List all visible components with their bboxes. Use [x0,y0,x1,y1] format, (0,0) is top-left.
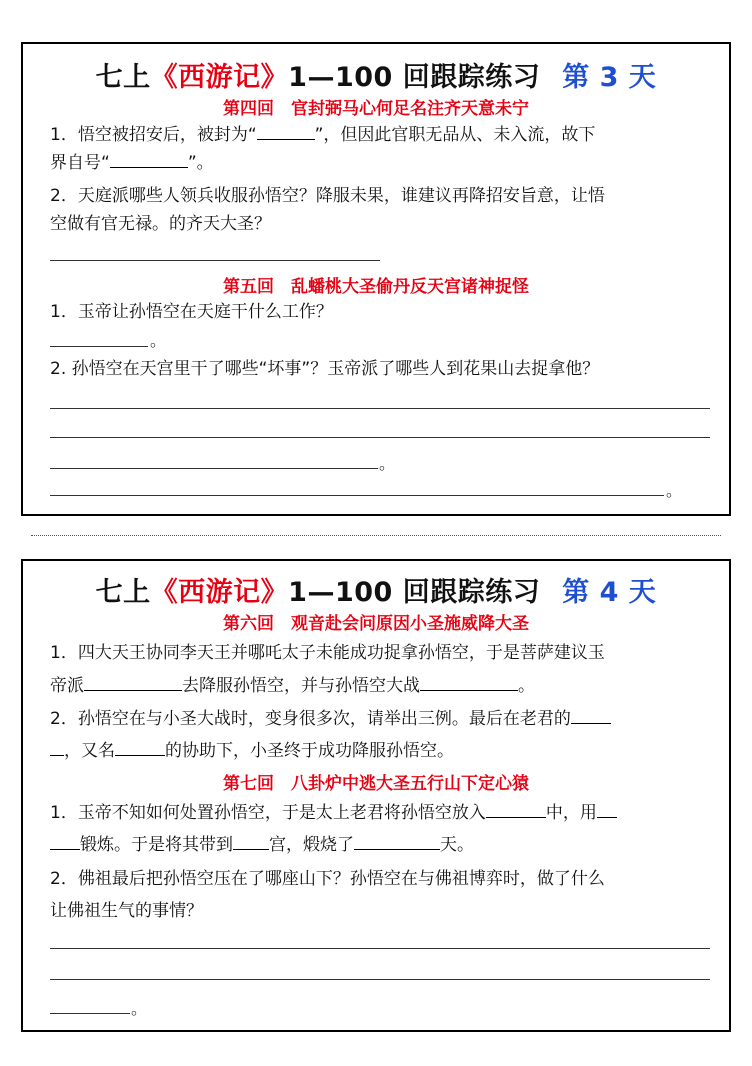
question-text: 锻炼。于是将其带到 [80,835,233,855]
question-line: 2. 孙悟空在天宫里干了哪些“坏事”？玉帝派了哪些人到花果山去捉拿他？ [50,359,600,379]
question-line: 1．四大天王协同李天王并哪吒太子未能成功捉拿孙悟空，于是菩萨建议玉 [50,643,605,663]
question-text: 2．孙悟空在与小圣大战时，变身很多次，请举出三例。最后在老君的 [50,709,571,729]
title-book: 《西游记》 [150,577,289,608]
question-line: 空做有官无禄。的齐天大圣？ [50,214,271,234]
question-text: ，又名 [64,741,115,761]
worksheet-day-4 [21,559,731,1032]
title-prefix: 七上 [95,577,151,608]
question-line [50,739,454,763]
title-suffix: 1—100 回跟踪练习 [288,62,541,93]
question-line: 1．玉帝让孙悟空在天庭干什么工作？ [50,302,333,322]
question-line: 2．佛祖最后把孙悟空压在了哪座山下？孙悟空在与佛祖博弈时，做了什么 [50,869,605,889]
answer-blank[interactable] [354,833,440,850]
question-text: ”，但因此官职无品从、未入流，故下 [314,125,596,145]
answer-line[interactable] [50,468,378,469]
question-text: 去降服孙悟空，并与孙悟空大战 [182,676,420,696]
answer-blank[interactable] [84,674,182,691]
title-day: 第 3 天 [562,62,657,93]
period-mark: 。 [379,454,396,473]
answer-blank[interactable] [50,739,64,756]
period-mark: 。 [666,481,683,500]
answer-blank[interactable] [486,801,546,818]
question-text: 天。 [440,835,474,855]
question-text: 的协助下，小圣终于成功降服孙悟空。 [165,741,454,761]
period-mark: 。 [131,999,148,1018]
question-line [50,151,214,175]
question-text: 宫，煅烧了 [269,835,354,855]
answer-blank[interactable] [233,833,269,850]
worksheet-title [23,570,729,609]
answer-line[interactable] [50,437,710,438]
question-line: 让佛祖生气的事情？ [50,901,203,921]
question-text: 界自号“ [50,153,110,173]
period-mark: 。 [150,331,167,350]
question-text: 帝派 [50,676,84,696]
question-text: 1．玉帝不知如何处置孙悟空，于是太上老君将孙悟空放入 [50,803,486,823]
question-line [50,674,535,698]
title-day: 第 4 天 [562,577,657,608]
answer-line[interactable] [50,346,148,347]
question-line [50,801,617,825]
worksheet-day-3 [21,42,731,516]
chapter-4-heading: 第四回 官封弼马心何足名注齐天意未宁 [223,99,529,119]
answer-line[interactable] [50,408,710,409]
answer-blank[interactable] [50,833,80,850]
title-prefix: 七上 [95,62,151,93]
answer-blank[interactable] [597,801,617,818]
dotted-divider [31,535,721,536]
answer-line[interactable] [50,948,710,949]
question-text: 1．悟空被招安后，被封为“ [50,125,257,145]
chapter-6-heading: 第六回 观音赴会问原因小圣施威降大圣 [223,614,529,634]
answer-blank[interactable] [420,674,518,691]
answer-line[interactable] [50,979,710,980]
answer-blank[interactable] [110,151,188,168]
question-line [50,123,595,147]
answer-line[interactable] [50,260,380,261]
question-line [50,707,611,731]
answer-line[interactable] [50,1013,130,1014]
question-text: ”。 [187,153,214,173]
question-line: 2．天庭派哪些人领兵收服孙悟空？降服未果，谁建议再降招安旨意，让悟 [50,186,605,206]
question-line [50,833,474,857]
answer-blank[interactable] [571,707,611,724]
question-text: 中，用 [545,803,597,823]
worksheet-title [23,55,729,94]
title-suffix: 1—100 回跟踪练习 [288,577,541,608]
chapter-7-heading: 第七回 八卦炉中逃大圣五行山下定心猿 [223,774,529,794]
title-book: 《西游记》 [150,62,289,93]
answer-line[interactable] [50,495,664,496]
answer-blank[interactable] [115,739,165,756]
question-text: 。 [518,676,535,696]
answer-blank[interactable] [257,123,315,140]
chapter-5-heading: 第五回 乱蟠桃大圣偷丹反天宫诸神捉怪 [223,277,529,297]
